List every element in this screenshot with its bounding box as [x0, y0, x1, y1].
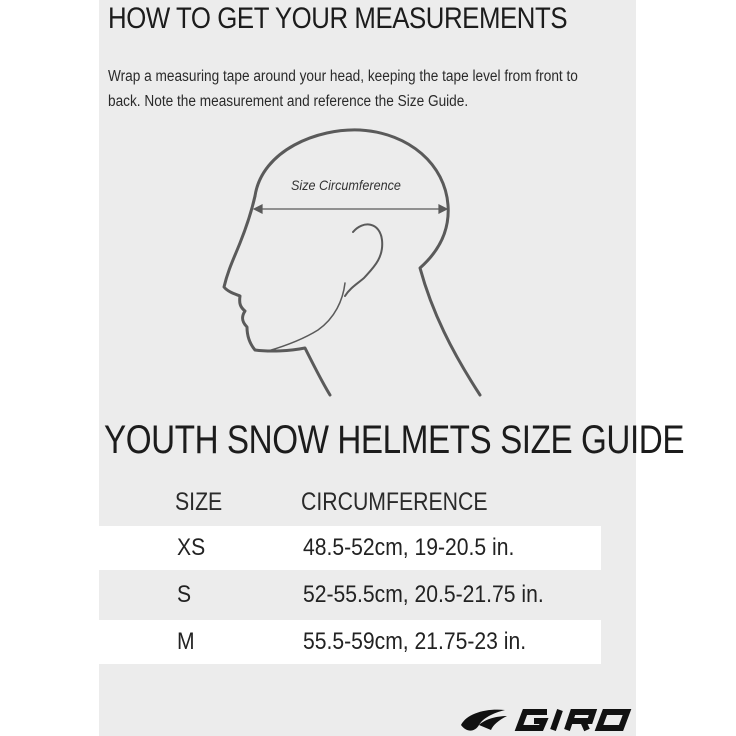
size-cell: M — [177, 628, 195, 655]
head-profile-diagram — [200, 120, 500, 410]
giro-logo — [459, 705, 635, 735]
circumference-column-header: CIRCUMFERENCE — [301, 488, 488, 516]
circumference-cell: 52-55.5cm, 20.5-21.75 in. — [303, 581, 544, 608]
table-row — [99, 526, 601, 570]
size-column-header: SIZE — [175, 488, 223, 516]
head-outline — [255, 130, 480, 395]
measurement-instructions: Wrap a measuring tape around your head, keeping the tape level from front to back. Note the measurement and reference the Size Guide. — [108, 68, 578, 110]
face-profile — [224, 196, 330, 395]
size-cell: S — [177, 581, 192, 608]
size-guide-heading: YOUTH SNOW HELMETS SIZE GUIDE — [104, 418, 685, 462]
size-cell: XS — [177, 534, 206, 561]
table-row — [99, 573, 601, 617]
measurements-heading: HOW TO GET YOUR MEASUREMENTS — [108, 2, 568, 35]
ear — [345, 224, 382, 296]
size-circumference-label: Size Circumference — [291, 177, 401, 193]
table-row — [99, 620, 601, 664]
jaw-line — [268, 283, 345, 351]
circumference-arrow — [254, 205, 447, 213]
circumference-cell: 55.5-59cm, 21.75-23 in. — [303, 628, 527, 655]
circumference-cell: 48.5-52cm, 19-20.5 in. — [303, 534, 515, 561]
